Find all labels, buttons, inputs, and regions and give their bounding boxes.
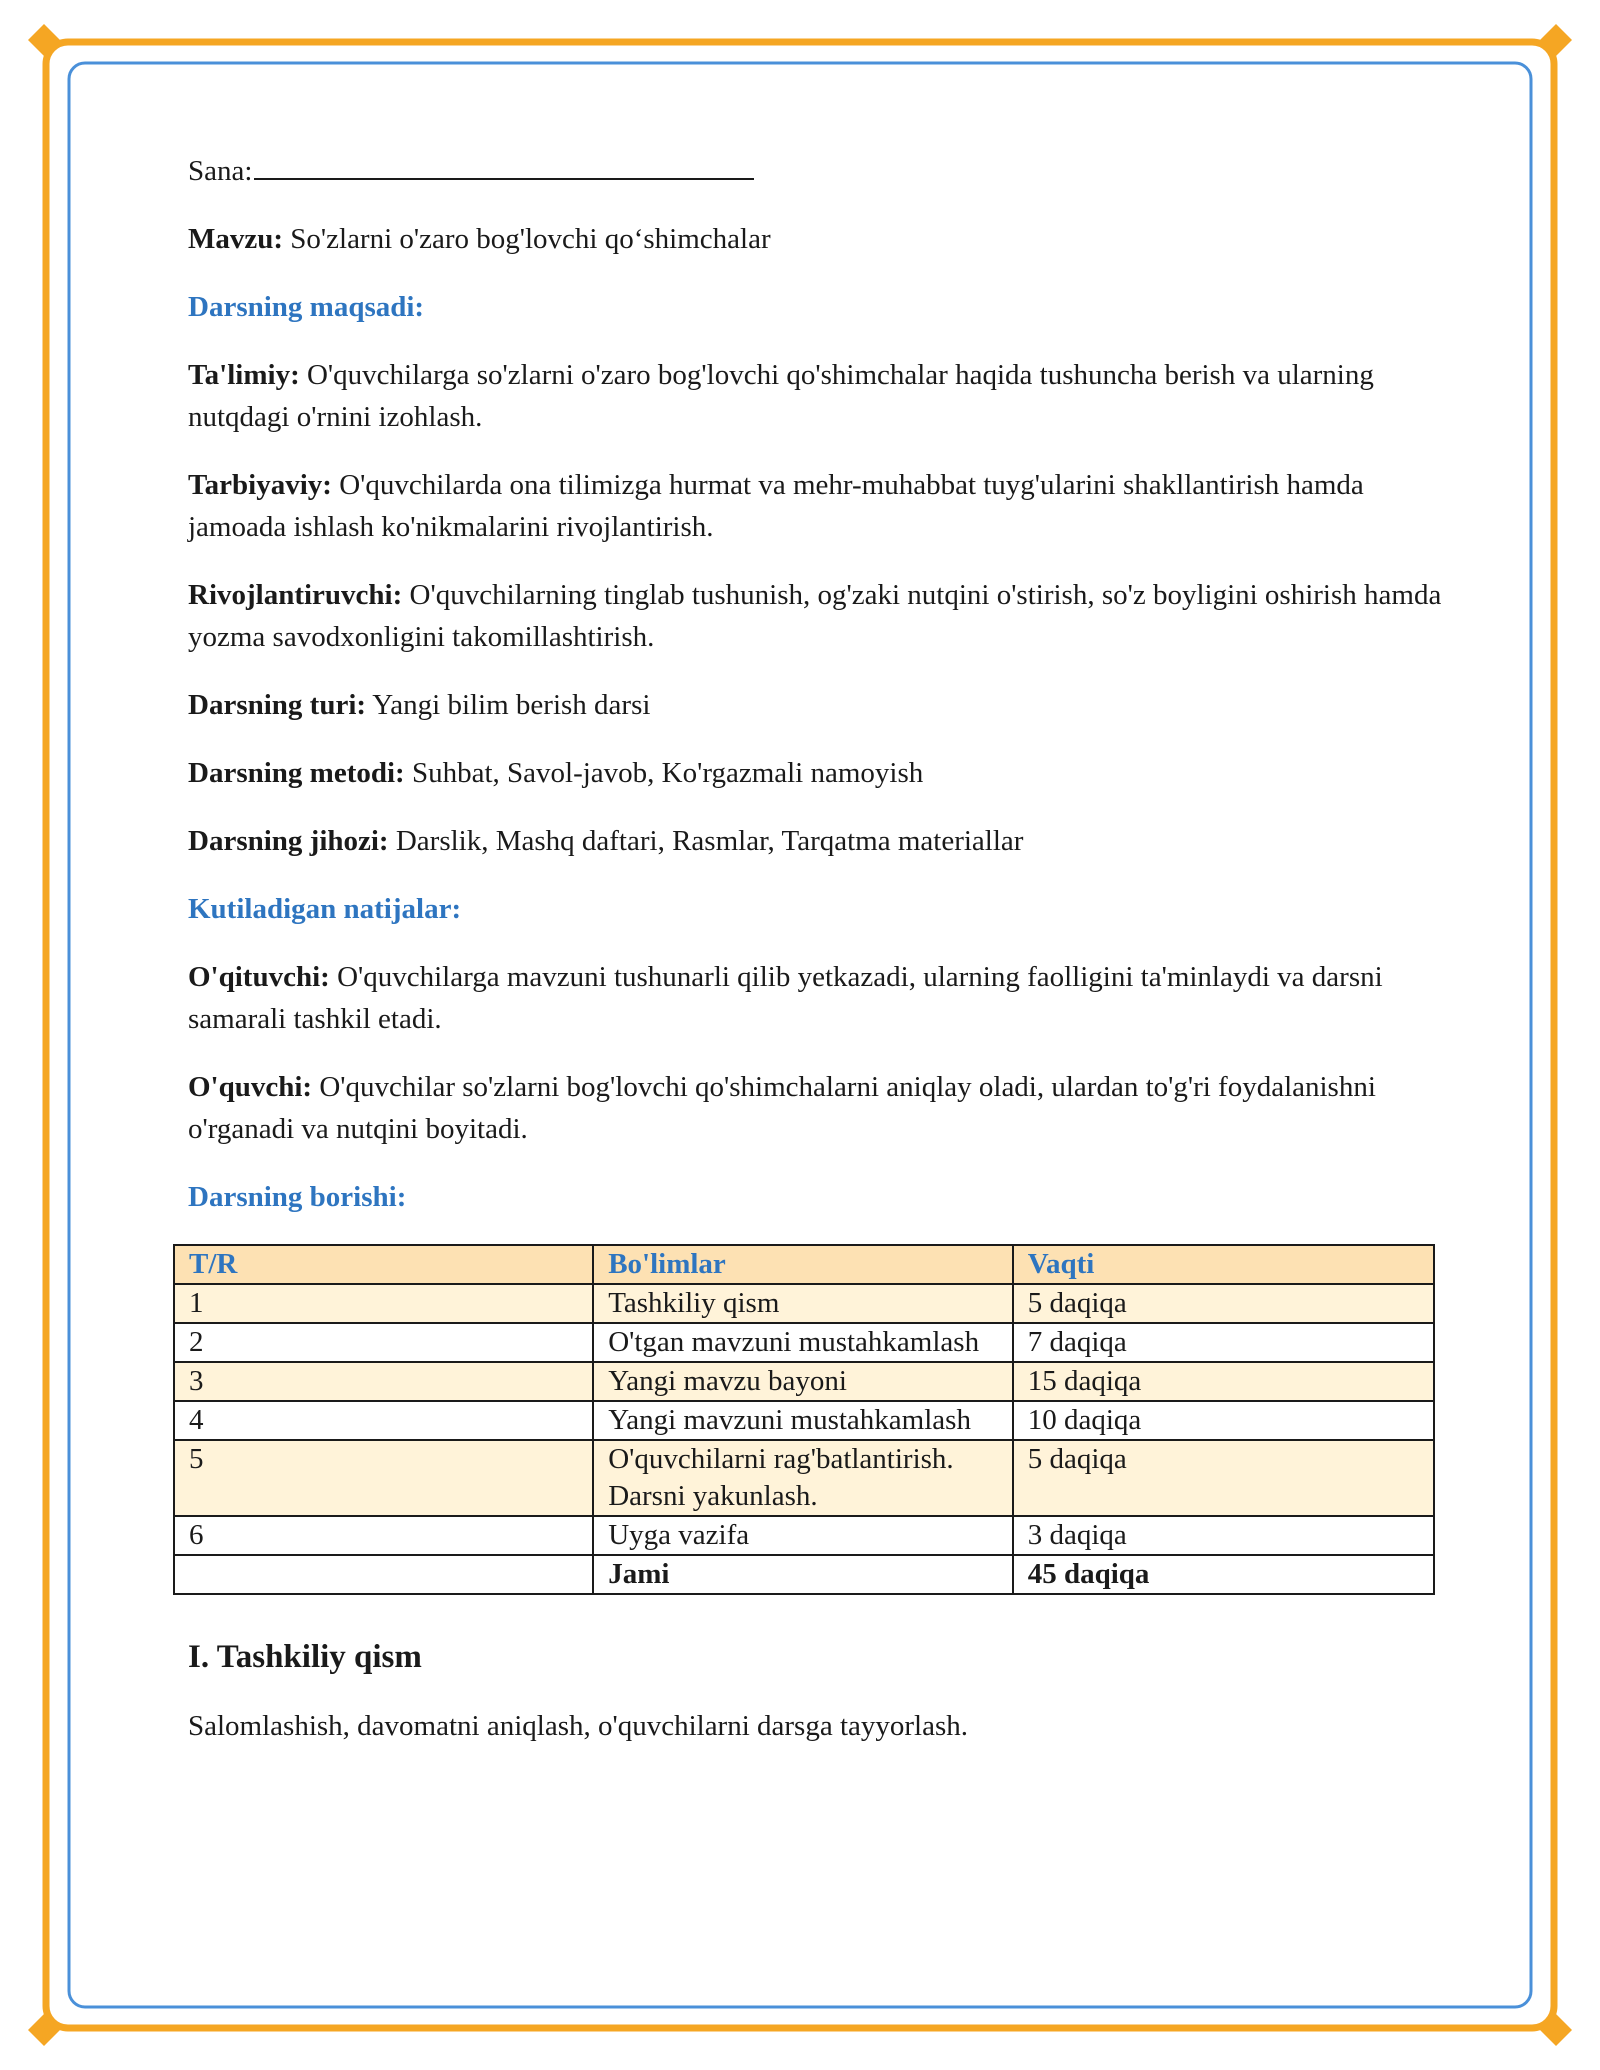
topic-line [188, 218, 1448, 260]
results-heading: Kutiladigan natijalar: [188, 893, 462, 925]
total-time: 45 daqiqa [1013, 1555, 1434, 1594]
lesson-method [188, 752, 1448, 794]
date-line [188, 150, 1448, 192]
info-text: Suhbat, Savol-javob, Ko'rgazmali namoyish [404, 757, 924, 789]
table-total-row [174, 1555, 1434, 1594]
lesson-plan-table [173, 1244, 1435, 1595]
row-time: 15 daqiqa [1013, 1362, 1434, 1401]
table-row [174, 1284, 1434, 1323]
goal-developmental [188, 574, 1448, 658]
result-teacher [188, 956, 1448, 1040]
goal-text: O'quvchilarda ona tilimizga hurmat va mehr-muhabbat tuyg'ularini shakllantirish hamda jamoada ishlash ko'nikmalarini rivojlantirish. [188, 469, 1364, 543]
section-text: Salomlashish, davomatni aniqlash, o'quvchilarni darsga tayyorlash. [188, 1710, 969, 1742]
topic-label: Mavzu: [188, 223, 284, 255]
corner-diamond-icon [28, 24, 60, 56]
info-text: Yangi bilim berish darsi [366, 689, 651, 721]
result-text: O'quvchilarga mavzuni tushunarli qilib yetkazadi, ularning faolligini ta'minlaydi va darsni samarali tashkil etadi. [188, 961, 1383, 1035]
section-title: I. Tashkiliy qism [188, 1639, 422, 1675]
info-label: Darsning turi: [188, 689, 367, 721]
table-row [174, 1323, 1434, 1362]
lesson-plan-document [188, 150, 1448, 1773]
goal-label: Tarbiyaviy: [188, 469, 332, 501]
table-row [174, 1362, 1434, 1401]
header-number: T/R [174, 1245, 593, 1284]
result-student [188, 1066, 1448, 1150]
date-label: Sana: [188, 155, 253, 187]
row-number: 6 [174, 1516, 593, 1555]
lesson-type [188, 684, 1448, 726]
date-blank [254, 150, 754, 180]
table-row [174, 1516, 1434, 1555]
goal-label: Ta'limiy: [188, 359, 300, 391]
info-text: Darslik, Mashq daftari, Rasmlar, Tarqatma materiallar [388, 825, 1024, 857]
row-time: 10 daqiqa [1013, 1401, 1434, 1440]
header-sections: Bo'limlar [593, 1245, 1013, 1284]
row-time: 5 daqiqa [1013, 1440, 1434, 1516]
row-number: 3 [174, 1362, 593, 1401]
header-time: Vaqti [1013, 1245, 1434, 1284]
result-label: O'quvchi: [188, 1071, 313, 1103]
goals-heading: Darsning maqsadi: [188, 291, 425, 323]
corner-diamond-icon [28, 2014, 60, 2046]
goal-educational [188, 354, 1448, 438]
info-label: Darsning metodi: [188, 757, 405, 789]
goal-text: O'quvchilarga so'zlarni o'zaro bog'lovchi qo'shimchalar haqida tushuncha berish va ularning nutqdagi o'rnini izohlash. [188, 359, 1374, 433]
row-time: 3 daqiqa [1013, 1516, 1434, 1555]
topic-text: So'zlarni o'zaro bog'lovchi qo‘shimchalar [283, 223, 771, 255]
row-number [174, 1555, 593, 1594]
corner-diamond-icon [1540, 24, 1572, 56]
goal-label: Rivojlantiruvchi: [188, 579, 403, 611]
row-section: Yangi mavzu bayoni [593, 1362, 1013, 1401]
row-number: 5 [174, 1440, 593, 1516]
table-row [174, 1401, 1434, 1440]
table-row [174, 1440, 1434, 1516]
total-label: Jami [593, 1555, 1013, 1594]
corner-diamond-icon [1540, 2014, 1572, 2046]
row-number: 2 [174, 1323, 593, 1362]
goal-text: O'quvchilarning tinglab tushunish, og'zaki nutqini o'stirish, so'z boyligini oshirish hamda yozma savodxonligini takomillashtirish. [188, 579, 1442, 653]
table-header-row [174, 1245, 1434, 1284]
row-section: Yangi mavzuni mustahkamlash [593, 1401, 1013, 1440]
row-time: 5 daqiqa [1013, 1284, 1434, 1323]
lesson-equipment [188, 820, 1448, 862]
row-section: Tashkiliy qism [593, 1284, 1013, 1323]
process-heading: Darsning borishi: [188, 1181, 407, 1213]
result-label: O'qituvchi: [188, 961, 330, 993]
row-time: 7 daqiqa [1013, 1323, 1434, 1362]
row-section: O'tgan mavzuni mustahkamlash [593, 1323, 1013, 1362]
info-label: Darsning jihozi: [188, 825, 389, 857]
row-number: 4 [174, 1401, 593, 1440]
row-number: 1 [174, 1284, 593, 1323]
row-section: O'quvchilarni rag'batlantirish. Darsni yakunlash. [593, 1440, 1013, 1516]
row-section: Uyga vazifa [593, 1516, 1013, 1555]
goal-upbringing [188, 464, 1448, 548]
result-text: O'quvchilar so'zlarni bog'lovchi qo'shimchalarni aniqlay oladi, ulardan to'g'ri foydalanishni o'rganadi va nutqini boyitadi. [188, 1071, 1376, 1145]
